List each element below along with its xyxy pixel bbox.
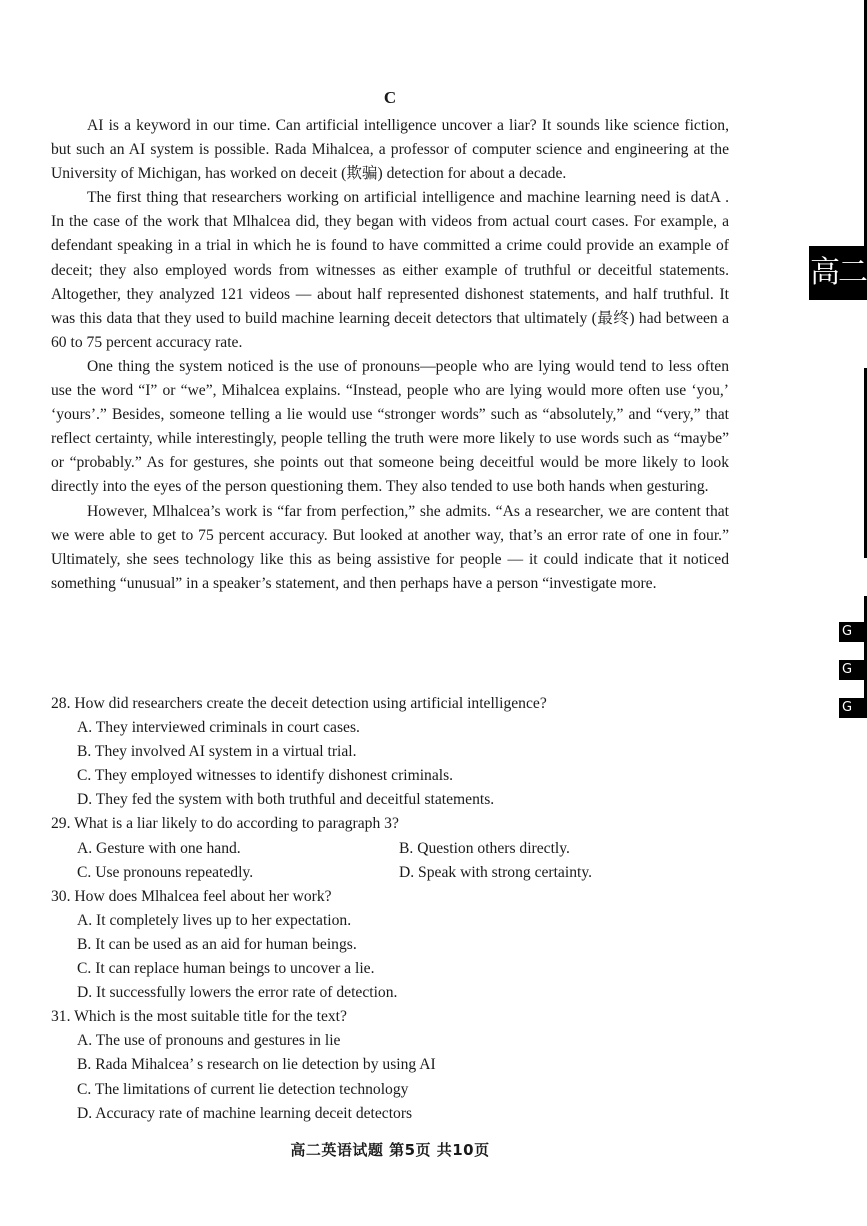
- option-d: D. Speak with strong certainty.: [399, 863, 593, 881]
- passage-paragraph-2: The first thing that researchers working on artificial intelligence and machine learning need is datA . In the case of the work that Mlhalcea did, they began with videos from actual court cases. For example, a defendant speaking in a trial in which he is found to have committed a crime could provide an example of deceit; they also employed words from witnesses as either example of truthful or deceitful statements. Altogether, they analyzed 121 videos — about half represented dishonest statements, and half truthful. It was this data that they used to build machine learning deceit detectors that ultimately (最终) had between a 60 to 75 percent accuracy rate.: [51, 189, 729, 351]
- option-b: B. It can be used as an aid for human beings.: [77, 935, 357, 953]
- page-footer: 高二英语试题 第5页 共10页: [290, 1141, 490, 1159]
- question-stem: 30. How does Mlhalcea feel about her work?: [51, 887, 332, 905]
- option-d: D. Accuracy rate of machine learning deceit detectors: [77, 1104, 413, 1122]
- passage-paragraph-4: However, Mlhalcea’s work is “far from perfection,” she admits. “As a researcher, we are content that we were able to get to 75 percent accuracy. But looked at another way, that’s an error rate of one in four.” Ultimately, she sees technology like this as being assistive for people — it could indicate that it noticed something “unusual” in a speaker’s statement, and then perhaps have a person “investigate more.: [51, 502, 729, 592]
- option-c: C. They employed witnesses to identify dishonest criminals.: [77, 767, 454, 785]
- option-c: C. Use pronouns repeatedly.: [77, 863, 254, 881]
- option-c: C. It can replace human beings to uncover a lie.: [77, 960, 375, 978]
- option-b: B. Question others directly.: [399, 839, 570, 857]
- question-stem: 29. What is a liar likely to do according to paragraph 3?: [51, 815, 399, 833]
- option-a: A. It completely lives up to her expectation.: [77, 911, 352, 929]
- option-list: [51, 909, 729, 1005]
- grade-tab: 高二: [809, 246, 867, 300]
- option-a: A. The use of pronouns and gestures in lie: [77, 1032, 341, 1050]
- question-30: [51, 885, 729, 1005]
- question-29: [51, 812, 729, 884]
- option-b: B. Rada Mihalcea’ s research on lie detection by using AI: [77, 1056, 436, 1074]
- marker-g-1: G: [839, 622, 867, 642]
- option-b: B. They involved AI system in a virtual trial.: [77, 743, 357, 761]
- passage-paragraph-1: AI is a keyword in our time. Can artificial intelligence uncover a liar? It sounds like science fiction, but such an AI system is possible. Rada Mihalcea, a professor of computer science and engineering at the University of Michigan, has worked on deceit (欺骗) detection for about a decade.: [51, 117, 729, 183]
- question-28: [51, 692, 729, 812]
- option-list: [51, 716, 729, 812]
- question-stem: 28. How did researchers create the deceit detection using artificial intelligence?: [51, 695, 547, 712]
- question-list: [51, 692, 729, 1126]
- option-c: C. The limitations of current lie detection technology: [77, 1080, 409, 1098]
- reading-passage: [51, 114, 729, 596]
- option-list: [51, 1029, 729, 1125]
- option-list: [51, 837, 729, 885]
- option-d: D. They fed the system with both truthful and deceitful statements.: [77, 791, 495, 809]
- question-stem: 31. Which is the most suitable title for the text?: [51, 1008, 347, 1026]
- option-a: A. Gesture with one hand.: [77, 839, 241, 857]
- marker-g-3: G: [839, 698, 867, 718]
- section-heading: C: [383, 88, 397, 107]
- passage-paragraph-3: One thing the system noticed is the use of pronouns—people who are lying would tend to less often use the word “I” or “we”, Mihalcea explains. “Instead, people who are lying would more often use ‘you,’ ‘yours’.” Besides, someone telling a lie would use “stronger words” such as “absolutely,” and “very,” that reflect certainty, while interestingly, people telling the truth were more likely to use words such as “maybe” or “probably.” As for gestures, she points out that someone being deceitful would be more likely to look directly into the eyes of the person questioning them. They also tended to use both hands when gesturing.: [51, 357, 729, 496]
- option-a: A. They interviewed criminals in court cases.: [77, 719, 360, 737]
- option-d: D. It successfully lowers the error rate of detection.: [77, 984, 398, 1002]
- marker-g-2: G: [839, 660, 867, 680]
- question-31: [51, 1005, 729, 1125]
